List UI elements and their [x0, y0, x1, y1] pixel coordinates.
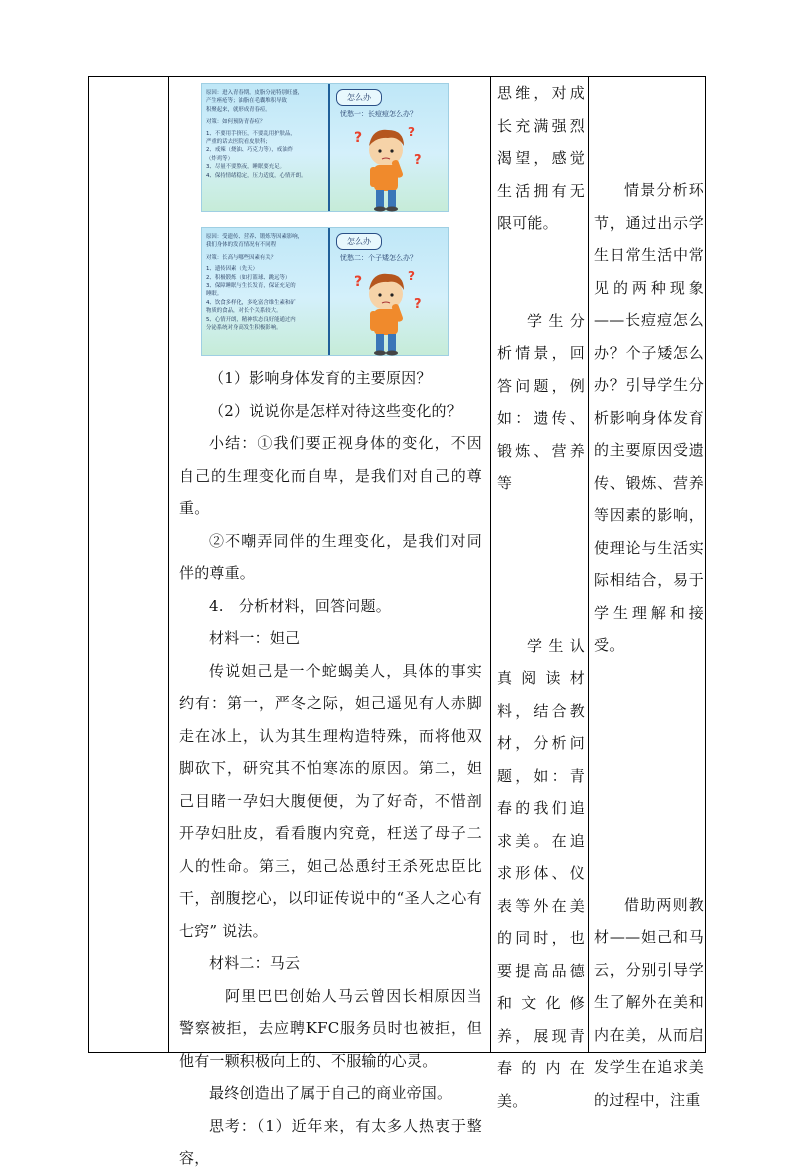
design-intent-cell — [589, 77, 706, 1109]
design-intent-2: 借助两则教材——妲己和马云，分别引导学生了解外在美和内在美，从而启发学生在追求美的过程中，注重 — [594, 895, 704, 1109]
boy-illustration — [350, 264, 430, 356]
slide-line: 我们身体的发育情况有不同程 — [206, 242, 277, 249]
slide-line: 产生痤疮等；油脂在毛囊堆积导致 — [206, 98, 287, 105]
slide-line: 1、遗传因素（先天） — [206, 266, 258, 273]
slide-line: 原因：受遗传、营养、锻炼等因素影响， — [206, 234, 304, 240]
svg-text:?: ? — [414, 153, 422, 168]
student-activity-2: 学生分析情景，回答问题，例如：遗传、锻炼、营养等 — [497, 311, 585, 492]
question-1: （1）影响身体发育的主要原因？ — [209, 369, 432, 387]
slide-line: 5、心情开朗，精神状态良好能通过内 — [206, 316, 296, 323]
slide-line: 分泌系统对身高发生积极影响。 — [206, 325, 282, 332]
teaching-content-cell — [169, 77, 490, 1167]
slide-line: 1、不要用手挤压，不要乱用护肤品， — [206, 130, 296, 137]
question-2: （2）说说你是怎样对待这些变化的？ — [209, 401, 462, 420]
svg-text:?: ? — [414, 297, 422, 312]
slide-line: 对策：如何预防青春痘？ — [206, 119, 266, 126]
design-intent-1: 情景分析环节，通过出示学生日常生活中常见的两种现象——长痘痘怎么办？个子矮怎么办？引导学生分析影响身体发育的主要原因受遗传、锻炼、营养等因素的影响，使理论与生活实际相结合，易于学生理解和接受。 — [594, 181, 704, 654]
slide-divider — [328, 84, 330, 211]
slide-line: 3、保障睡眠与生长发育，保证充足的 — [206, 283, 296, 290]
slide-height-text — [206, 233, 324, 332]
svg-text:?: ? — [354, 130, 363, 146]
thinking-question: 思考：（1）近年来，有太多人热衷于整容， — [179, 1116, 482, 1167]
slide-line: 睡眠。 — [206, 291, 223, 298]
slide-line: 对策：长高与哪些因素有关？ — [206, 254, 277, 261]
slide-line: 严重的话去医院看皮肤科； — [206, 139, 271, 146]
material-2-title: 材料二：马云 — [209, 954, 301, 972]
material-2-ending: 最终创造出了属于自己的商业帝国。 — [209, 1084, 453, 1102]
slide-line: 物质的食品，对长个关系较大。 — [206, 308, 282, 315]
slide-badge: 怎么办 — [336, 89, 382, 106]
slide-acne — [201, 83, 449, 212]
summary-1: 小结：①我们要正视身体的变化，不因自己的生理变化而自卑，是我们对自己的尊重。 — [179, 434, 482, 517]
slide-divider — [328, 228, 330, 355]
slide-badge: 怎么办 — [336, 233, 382, 250]
student-activity-3: 学生认真阅读材料，结合教材，分析问题，如：青春的我们追求美。在追求形体、仪表等外在美的同时，也要提高品德和文化修养，展现青春的内在美。 — [497, 636, 585, 1110]
material-2-text: 阿里巴巴创始人马云曾因长相原因当警察被拒，去应聘KFC服务员时也被拒，但他有一颗积极向上的、不服输的心灵。 — [179, 986, 482, 1070]
svg-text:?: ? — [408, 269, 415, 283]
slide-line: （炸鸡等） — [206, 155, 233, 162]
svg-text:?: ? — [354, 274, 363, 290]
slides-figure — [169, 77, 490, 356]
summary-2: ②不嘲弄同伴的生理变化，是我们对同伴的尊重。 — [179, 531, 482, 582]
slide-line: 2、积极锻炼（如打篮球、跳远等） — [206, 274, 291, 281]
slide-line: 4、饮食多样化，多吃富含维生素和矿 — [206, 299, 296, 306]
step-4: 4. 分析材料，回答问题。 — [209, 596, 391, 615]
lesson-table — [88, 76, 706, 1167]
boy-illustration — [350, 120, 430, 212]
slide-height — [201, 227, 449, 356]
slide-line: 3、尽量不要熬夜，睡眠要充足。 — [206, 164, 285, 171]
slide-worry: 忧愁二：个子矮怎么办？ — [340, 254, 417, 262]
slide-line: 积聚起来，就形成青春痘。 — [206, 106, 271, 113]
slide-line: 原因：进入青春期，皮脂分泌特别旺盛， — [206, 90, 304, 96]
slide-acne-text — [206, 89, 324, 180]
student-activity-cell — [491, 77, 588, 1110]
slide-line: 2、戒辣（烧油、巧克力等），戒油炸 — [206, 147, 293, 154]
material-1-text: 传说妲己是一个蛇蝎美人，具体的事实约有：第一，严冬之际，妲己遥见有人赤脚走在冰上，认为其生理构造特殊，而将他双脚砍下，研究其不怕寒冻的原因。第二，妲己目睹一孕妇大腹便便，为了好奇，不惜剖开孕妇肚皮，看看腹内究竟，枉送了母子二人的性命。第三，妲己怂恿纣王杀死忠臣比干，剖腹挖心，以印证传说中的“圣人之心有七窍” 说法。 — [179, 661, 482, 940]
student-activity-1: 思维，对成长充满强烈渴望，感觉生活拥有无限可能。 — [497, 84, 585, 232]
slide-line: 4、保持情绪稳定，压力适度，心情开朗。 — [206, 172, 307, 179]
svg-text:?: ? — [408, 125, 415, 139]
material-1-title: 材料一：妲己 — [209, 629, 301, 647]
slide-worry: 忧愁一：长痘痘怎么办？ — [340, 110, 417, 118]
